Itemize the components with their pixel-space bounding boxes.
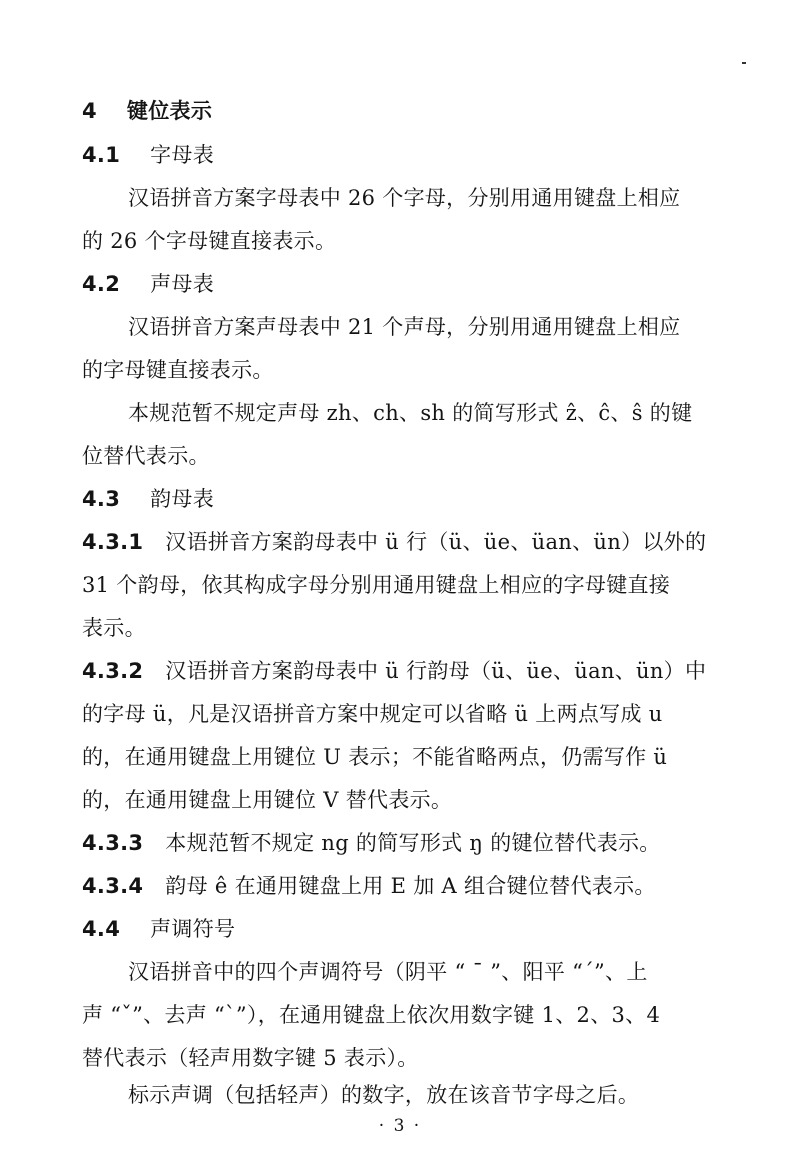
paragraph-line: 位替代表示。 — [82, 444, 210, 468]
clause-4-3-2 — [82, 658, 706, 684]
section-4-4-heading — [82, 916, 235, 942]
paragraph-line: 表示。 — [82, 616, 146, 640]
section-4-2-heading — [82, 271, 214, 297]
paragraph-line: 的字母 ü，凡是汉语拼音方案中规定可以省略 ü 上两点写成 u — [82, 702, 663, 726]
clause-4-3-1 — [82, 529, 706, 555]
paragraph-line: 汉语拼音方案韵母表中 ü 行（ü、üe、üan、ün）以外的 — [165, 530, 707, 554]
clause-number: 4.3.3 — [82, 831, 144, 855]
paragraph-line: 31 个韵母，依其构成字母分别用通用键盘上相应的字母键直接 — [82, 573, 671, 597]
paragraph-line: 汉语拼音中的四个声调符号（阴平 “ ˉ ”、阳平 “ˊ”、上 — [128, 960, 648, 984]
section-title: 声母表 — [150, 272, 215, 296]
section-title: 声调符号 — [150, 917, 236, 941]
paragraph-line: 的 26 个字母键直接表示。 — [82, 229, 337, 253]
section-number: 4.1 — [82, 143, 121, 167]
section-title: 韵母表 — [150, 487, 215, 511]
clause-4-3-4 — [82, 873, 656, 899]
section-4-heading — [82, 98, 212, 124]
paragraph-line: 标示声调（包括轻声）的数字，放在该音节字母之后。 — [128, 1083, 640, 1107]
section-number: 4.3 — [82, 487, 121, 511]
section-4-1-heading — [82, 142, 214, 168]
section-number: 4.4 — [82, 917, 121, 941]
paragraph-line: 本规范暂不规定声母 zh、ch、sh 的简写形式 ẑ、ĉ、ŝ 的键 — [128, 401, 693, 425]
paragraph-line: 的，在通用键盘上用键位 U 表示；不能省略两点，仍需写作 ü — [82, 745, 668, 769]
section-number: 4 — [82, 99, 97, 123]
section-title: 键位表示 — [126, 98, 213, 123]
clause-number: 4.3.2 — [82, 659, 144, 683]
paragraph-line: 汉语拼音方案声母表中 21 个声母，分别用通用键盘上相应 — [128, 315, 681, 339]
section-number: 4.2 — [82, 272, 121, 296]
paragraph-line: 的字母键直接表示。 — [82, 358, 274, 382]
clause-number: 4.3.1 — [82, 530, 144, 554]
section-title: 字母表 — [150, 143, 215, 167]
clause-4-3-3 — [82, 830, 661, 856]
clause-number: 4.3.4 — [82, 874, 144, 898]
paragraph-line: 韵母 ê 在通用键盘上用 E 加 A 组合键位替代表示。 — [165, 874, 656, 898]
section-4-3-heading — [82, 486, 214, 512]
paragraph-line: 汉语拼音方案韵母表中 ü 行韵母（ü、üe、üan、ün）中 — [165, 659, 707, 683]
paragraph-line: 声 “ˇ”、去声 “ˋ”），在通用键盘上依次用数字键 1、2、3、4 — [82, 1003, 661, 1027]
paragraph-line: 本规范暂不规定 ng 的简写形式 ŋ 的键位替代表示。 — [165, 831, 661, 855]
paragraph-line: 替代表示（轻声用数字键 5 表示）。 — [82, 1046, 419, 1070]
paragraph-line: 的，在通用键盘上用键位 V 替代表示。 — [82, 788, 453, 812]
page-number: · 3 · — [378, 1116, 422, 1136]
scan-speck — [742, 62, 746, 64]
paragraph-line: 汉语拼音方案字母表中 26 个字母，分别用通用键盘上相应 — [128, 186, 681, 210]
